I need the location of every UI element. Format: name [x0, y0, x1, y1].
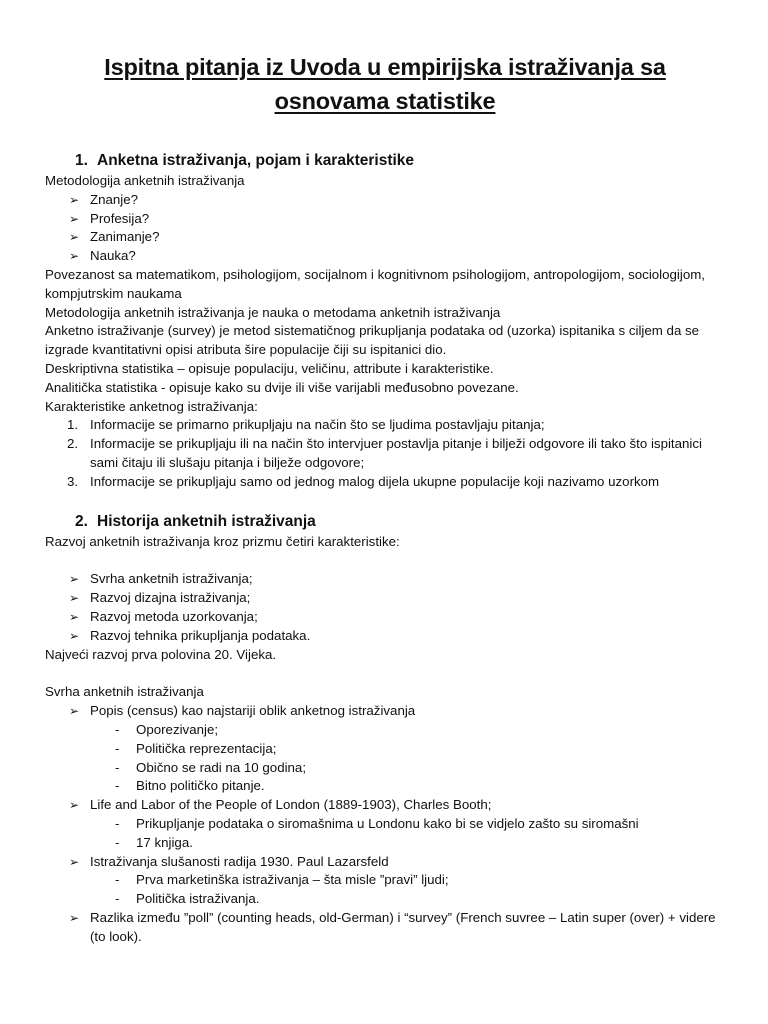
list-item-text: Informacije se prikupljaju samo od jednog malog dijela ukupne populacije koji nazivamo uzorkom	[90, 473, 660, 489]
dash-list	[45, 721, 730, 796]
paragraph: Anketno istraživanje (survey) je metod sistematičnog prikupljanja podataka od (uzorka) ispitanika s ciljem da se izgrade kvantitativni opisi atributa šire populacije čiji su ispitanici dio.	[45, 323, 700, 358]
dash-bullet: -	[115, 891, 120, 907]
paragraph: Deskriptivna statistika – opisuje populaciju, veličinu, attribute i karakteristike.	[45, 360, 494, 376]
arrow-bullet-icon: ➢	[69, 704, 80, 719]
section-heading-2	[45, 511, 730, 532]
paragraph: Metodologija anketnih istraživanja	[45, 173, 245, 188]
spacer	[45, 492, 730, 511]
list-item-text: Politička reprezentacija;	[136, 740, 277, 756]
list-item-text: Oporezivanje;	[136, 721, 219, 737]
list-item-text: Life and Labor of the People of London (1889-1903), Charles Booth;	[90, 797, 492, 813]
list-item	[45, 608, 730, 627]
paragraph: Razvoj anketnih istraživanja kroz prizmu četiri karakteristike:	[45, 533, 400, 549]
list-item-text: Informacije se primarno prikupljaju na način što se ljudima postavljaju pitanja;	[90, 417, 545, 433]
arrow-bullet-icon: ➢	[69, 249, 80, 264]
dash-bullet: -	[115, 872, 120, 888]
list-item	[45, 589, 730, 608]
section-number: 1.	[75, 152, 88, 169]
spacer	[45, 551, 730, 570]
list-item-text: Obično se radi na 10 godina;	[136, 759, 307, 775]
list-item-text: Prikupljanje podataka o siromašnima u Londonu kako bi se vidjelo zašto su siromašni	[136, 815, 639, 831]
section-heading-text: Anketna istraživanja, pojam i karakteristike	[97, 152, 415, 169]
arrow-bullet-icon: ➢	[69, 798, 80, 813]
list-item	[45, 796, 730, 815]
list-item-text: 17 knjiga.	[136, 834, 193, 850]
list-item-text: Profesija?	[90, 210, 150, 226]
paragraph: Najveći razvoj prva polovina 20. Vijeka.	[45, 646, 277, 662]
bullet-list	[45, 702, 730, 721]
list-item	[45, 890, 730, 909]
list-item	[45, 853, 730, 872]
dash-list	[45, 871, 730, 909]
section-heading-1	[45, 150, 730, 171]
list-item	[45, 777, 730, 796]
list-item	[45, 473, 730, 492]
list-item	[45, 228, 730, 247]
paragraph: Karakteristike anketnog istraživanja:	[45, 398, 258, 414]
list-item-text: Informacije se prikupljaju ili na način što intervjuer postavlja pitanje i bilježi odgovore ili tako što ispitanici sami čitaju ili slušaju pitanja i bilježe odgovore;	[90, 436, 702, 470]
dash-bullet: -	[115, 815, 120, 831]
dash-bullet: -	[115, 721, 120, 737]
bullet-list	[45, 909, 730, 947]
list-item-text: Nauka?	[90, 248, 136, 264]
arrow-bullet-icon: ➢	[69, 628, 80, 643]
list-item-text: Razvoj metoda uzorkovanja;	[90, 608, 258, 624]
list-item-text: Razvoj tehnika prikupljanja podataka.	[90, 627, 311, 643]
bullet-list	[45, 853, 730, 872]
bullet-list	[45, 796, 730, 815]
bullet-list	[45, 191, 730, 266]
dash-list	[45, 815, 730, 853]
paragraph: Metodologija anketnih istraživanja je nauka o metodama anketnih istraživanja	[45, 304, 501, 320]
list-item-text: Razlika između ”poll” (counting heads, old-German) i “survey” (French suvree – Latin super (over) + videre (to look).	[90, 909, 716, 944]
list-item	[45, 702, 730, 721]
section-number: 2.	[75, 512, 88, 530]
list-number: 3.	[67, 473, 79, 489]
list-item-text: Prva marketinška istraživanja – šta misle ”pravi” ljudi;	[136, 872, 449, 888]
list-item-text: Popis (census) kao najstariji oblik anketnog istraživanja	[90, 703, 416, 719]
arrow-bullet-icon: ➢	[69, 192, 80, 207]
section-heading-text: Historija anketnih istraživanja	[97, 512, 316, 530]
paragraph: Povezanost sa matematikom, psihologijom, socijalnom i kognitivnom psihologijom, antropologijom, sociologijom, kompjutrskim naukama	[45, 266, 705, 301]
arrow-bullet-icon: ➢	[69, 572, 80, 587]
list-item-text: Istraživanja slušanosti radija 1930. Paul Lazarsfeld	[90, 853, 389, 869]
arrow-bullet-icon: ➢	[69, 230, 80, 245]
list-item-text: Politička istraživanja.	[136, 891, 260, 907]
list-item	[45, 416, 730, 435]
list-number: 1.	[67, 417, 79, 433]
list-item	[45, 871, 730, 890]
arrow-bullet-icon: ➢	[69, 854, 80, 869]
list-item-text: Svrha anketnih istraživanja;	[90, 571, 253, 587]
arrow-bullet-icon: ➢	[69, 609, 80, 624]
arrow-bullet-icon: ➢	[69, 211, 80, 226]
list-item-text: Razvoj dizajna istraživanja;	[90, 590, 251, 606]
list-number: 2.	[67, 436, 79, 452]
list-item	[45, 247, 730, 266]
dash-bullet: -	[115, 834, 120, 850]
list-item	[45, 570, 730, 589]
paragraph: Analitička statistika - opisuje kako su dvije ili više varijabli međusobno povezane.	[45, 379, 519, 395]
numbered-list	[45, 416, 730, 491]
list-item	[45, 627, 730, 646]
list-item	[45, 721, 730, 740]
list-item	[45, 740, 730, 759]
spacer	[45, 664, 730, 683]
bullet-list	[45, 570, 730, 645]
dash-bullet: -	[115, 740, 120, 756]
list-item-text: Zanimanje?	[90, 229, 160, 245]
list-item	[45, 759, 730, 778]
arrow-bullet-icon: ➢	[69, 591, 80, 606]
list-item-text: Znanje?	[90, 191, 139, 207]
list-item	[45, 834, 730, 853]
list-item	[45, 210, 730, 229]
list-item	[45, 815, 730, 834]
list-item	[45, 191, 730, 210]
list-item	[45, 435, 730, 473]
arrow-bullet-icon: ➢	[69, 910, 80, 925]
list-item	[45, 909, 730, 947]
paragraph: Svrha anketnih istraživanja	[45, 684, 204, 700]
document-title: Ispitna pitanja iz Uvoda u empirijska istraživanja sa osnovama statistike	[104, 54, 666, 114]
list-item-text: Bitno političko pitanje.	[136, 778, 265, 794]
document-body	[45, 150, 730, 946]
dash-bullet: -	[115, 759, 120, 775]
dash-bullet: -	[115, 778, 120, 794]
